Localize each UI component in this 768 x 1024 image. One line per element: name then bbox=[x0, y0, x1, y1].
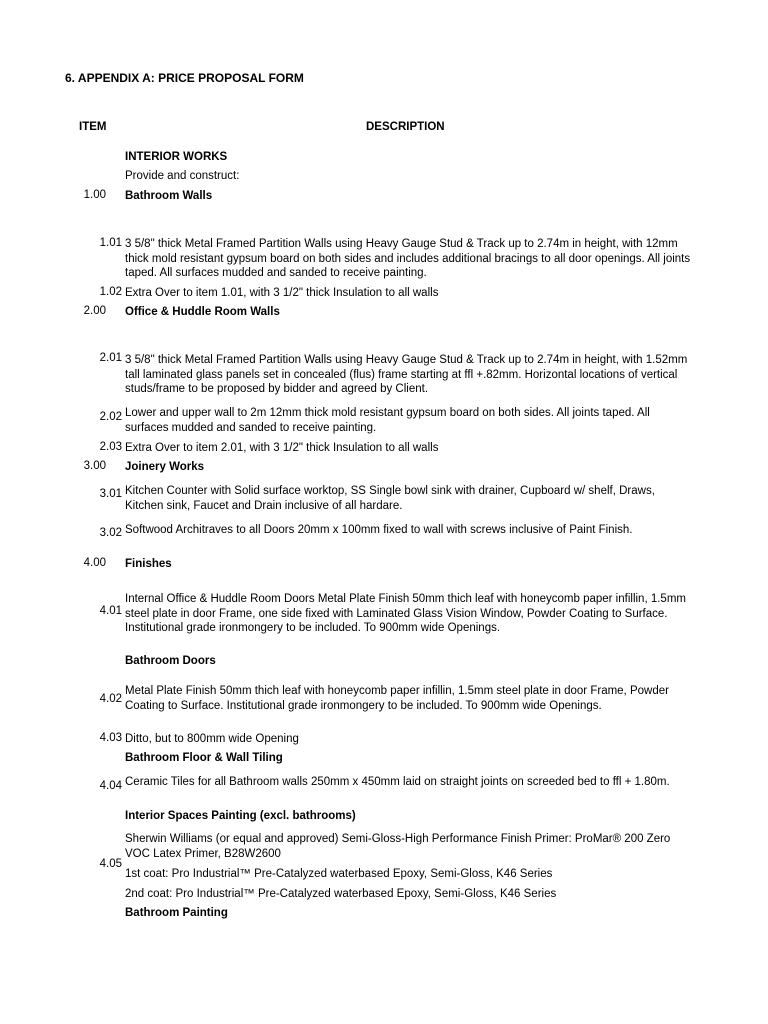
subsection-heading: Bathroom Painting bbox=[125, 907, 228, 919]
item-description: Softwood Architraves to all Doors 20mm x 100mm fixed to wall with screws inclusive of Paint Finish. bbox=[125, 524, 633, 536]
item-column-header: ITEM bbox=[79, 121, 107, 133]
item-number: 3.00 bbox=[83, 460, 106, 472]
item-number: 4.00 bbox=[83, 557, 106, 569]
item-number: 1.00 bbox=[83, 189, 106, 201]
item-description: Extra Over to item 1.01, with 3 1/2" thick Insulation to all walls bbox=[125, 287, 439, 299]
item-number: 1.02 bbox=[99, 286, 122, 298]
item-description: 3 5/8" thick Metal Framed Partition Walls using Heavy Gauge Stud & Track up to 2.74m in height, with 1.52mm tall laminated glass panels set in concealed (flus) frame starting at ffl +.82mm. Horizontal locations of vertical studs/frame to be proposed by bidder and agreed by Client. bbox=[125, 354, 688, 395]
item-number: 3.01 bbox=[99, 488, 122, 500]
subsection-heading: Bathroom Doors bbox=[125, 655, 216, 667]
item-description: 3 5/8" thick Metal Framed Partition Walls using Heavy Gauge Stud & Track up to 2.74m in height, with 12mm thick mold resistant gypsum board on both sides and includes additional bracings to all door openings. All joints taped. All surfaces mudded and sanded to receive painting. bbox=[125, 238, 691, 279]
item-number: 4.03 bbox=[99, 732, 122, 744]
item-number: 4.02 bbox=[99, 693, 122, 705]
description-column-header: DESCRIPTION bbox=[366, 121, 445, 133]
intro-lead-text: Provide and construct: bbox=[125, 170, 240, 182]
section-heading: Finishes bbox=[125, 558, 172, 570]
item-number: 4.05 bbox=[99, 858, 122, 870]
item-description: Metal Plate Finish 50mm thich leaf with honeycomb paper infillin, 1.5mm steel plate in door Frame, Powder Coating to Surface. Institutional grade ironmongery to be included. To 900mm wide Openings. bbox=[125, 685, 669, 712]
section-heading: Office & Huddle Room Walls bbox=[125, 306, 280, 318]
section-interior-works: INTERIOR WORKS bbox=[125, 151, 228, 163]
subsection-heading: Interior Spaces Painting (excl. bathrooms) bbox=[125, 810, 356, 822]
item-description-coat-2: 2nd coat: Pro Industrial™ Pre-Catalyzed waterbased Epoxy, Semi-Gloss, K46 Series bbox=[125, 888, 557, 900]
item-number: 2.03 bbox=[99, 441, 122, 453]
item-description: Ceramic Tiles for all Bathroom walls 250mm x 450mm laid on straight joints on screeded bed to ffl + 1.80m. bbox=[125, 776, 670, 788]
section-heading: Joinery Works bbox=[125, 461, 205, 473]
section-heading: Bathroom Walls bbox=[125, 190, 213, 202]
page-title: 6. APPENDIX A: PRICE PROPOSAL FORM bbox=[65, 71, 304, 85]
item-number: 2.00 bbox=[83, 305, 106, 317]
item-number: 4.01 bbox=[99, 605, 122, 617]
item-number: 3.02 bbox=[99, 527, 122, 539]
item-number: 4.04 bbox=[99, 780, 122, 792]
item-description: Extra Over to item 2.01, with 3 1/2" thick Insulation to all walls bbox=[125, 442, 439, 454]
item-description: Sherwin Williams (or equal and approved) Semi-Gloss-High Performance Finish Primer: ProMar® 200 Zero VOC Latex Primer, B28W2600 bbox=[125, 833, 671, 860]
item-description: Internal Office & Huddle Room Doors Metal Plate Finish 50mm thich leaf with honeycomb paper infillin, 1.5mm steel plate in door Frame, one side fixed with Laminated Glass Vision Window, Powder Coating to Surface. Institutional grade ironmongery to be included. To 900mm wide Openings. bbox=[125, 593, 686, 634]
item-number: 1.01 bbox=[99, 237, 122, 249]
item-description-coat-1: 1st coat: Pro Industrial™ Pre-Catalyzed waterbased Epoxy, Semi-Gloss, K46 Series bbox=[125, 868, 553, 880]
subsection-heading: Bathroom Floor & Wall Tiling bbox=[125, 752, 283, 764]
item-description: Lower and upper wall to 2m 12mm thick mold resistant gypsum board on both sides. All joints taped. All surfaces mudded and sanded to receive painting. bbox=[125, 407, 650, 434]
item-number: 2.01 bbox=[99, 352, 122, 364]
item-description: Kitchen Counter with Solid surface worktop, SS Single bowl sink with drainer, Cupboard w/ shelf, Draws, Kitchen sink, Faucet and Drain inclusive of all hardare. bbox=[125, 485, 655, 512]
item-number: 2.02 bbox=[99, 411, 122, 423]
item-description: Ditto, but to 800mm wide Opening bbox=[125, 733, 299, 745]
